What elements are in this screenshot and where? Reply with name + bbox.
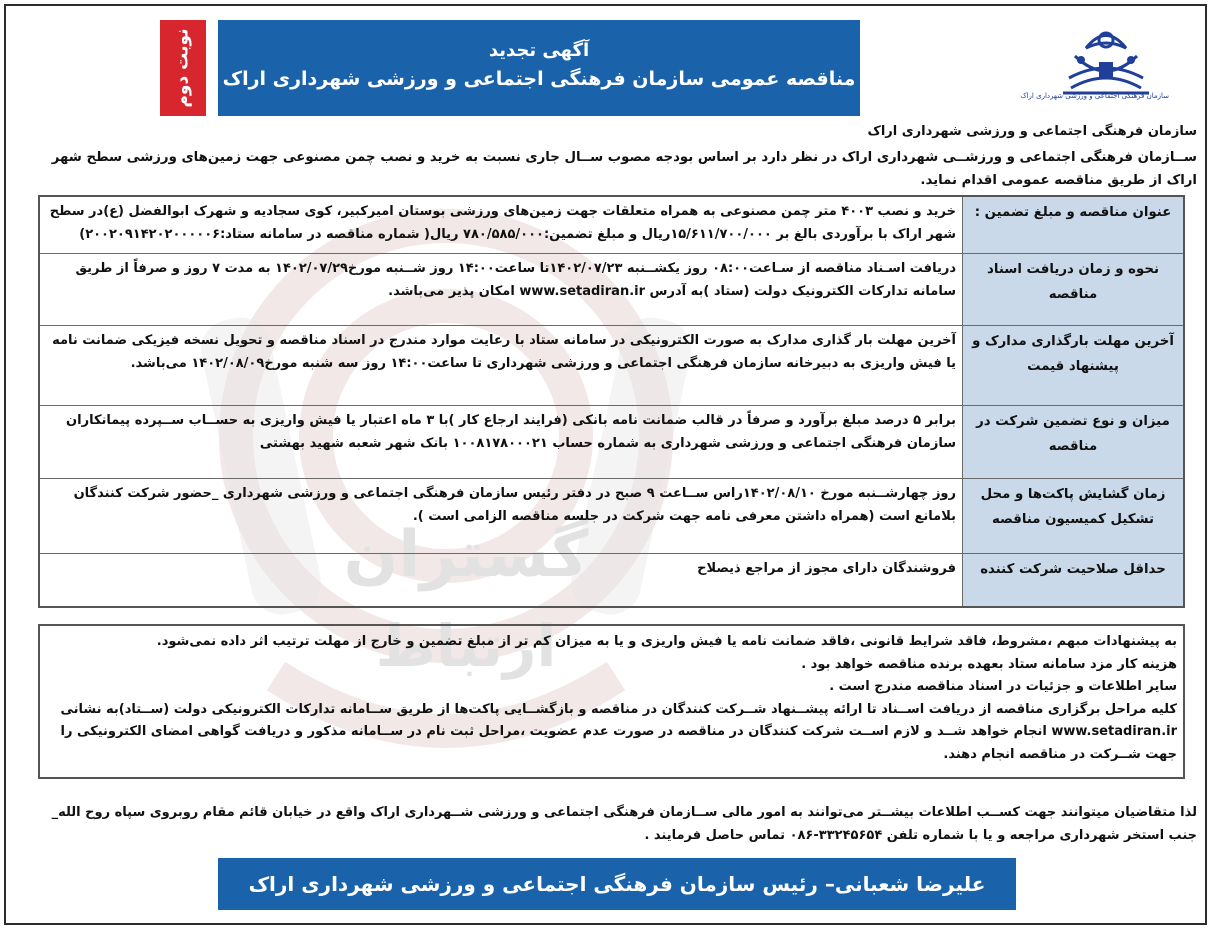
row-value: برابر ۵ درصد مبلغ برآورد و صرفاً در قالب ضمانت نامه بانکی (فرایند ارجاع کار )با ۳ ماه اعتبار یا فیش واریزی به حســاب ســپرده پیمانکاران سازمان فرهنگی اجتماعی و ورزشی شهرداری به شماره حساب ۱۰۰۸۱۷۸۰۰۰۲۱ بانک شهر شعبه شهید بهشتی bbox=[39, 405, 963, 478]
round-tag-label: نوبت دوم bbox=[173, 28, 193, 108]
row-label: حداقل صلاحیت شرکت کننده bbox=[963, 553, 1185, 607]
announcement-title: آگهی تجدید bbox=[488, 40, 590, 61]
row-value: دریافت اسـناد مناقصه از سـاعت۰۸:۰۰ روز یکشــنبه ۱۴۰۲/۰۷/۲۳تا ساعت۱۴:۰۰ روز شــنبه مورخ۱۴۰۲/۰۷/۲۹ به مدت ۷ روز و صرفاً از طریق سامانه تدارکات الکترونیک دولت (ستاد )به آدرس www.setadiran.ir امکان پذیر می‌باشد. bbox=[39, 253, 963, 325]
signature-banner: علیرضا شعبانی– رئیس سازمان فرهنگی اجتماعی و ورزشی شهرداری اراک bbox=[218, 858, 1016, 910]
organization-logo bbox=[1020, 18, 1171, 118]
row-label: آخرین مهلت بارگذاری مدارک و پیشنهاد قیمت bbox=[963, 325, 1185, 405]
intro-paragraph: ســازمان فرهنگی اجتماعی و ورزشــی شهرداری اراک در نظر دارد بر اساس بودجه مصوب ســال جاری نسبت به خرید و نصب چمن مصنوعی جهت زمین‌های ورزشی سطح شهر اراک از طریق مناقصه عمومی اقدام نماید. bbox=[51, 150, 1197, 188]
watermark-text-2: ارتباط bbox=[375, 612, 557, 680]
logo-caption: سازمان فرهنگی اجتماعی و ورزشی شهرداری اراک bbox=[1020, 92, 1169, 100]
round-tag bbox=[160, 20, 206, 116]
row-value: آخرین مهلت بار گذاری مدارک به صورت الکترونیکی در سامانه ستاد با رعایت موارد مندرج در اسناد مناقصه و تحویل نسخه فیزیکی ضمانت نامه یا فیش واریزی به دبیرخانه سازمان فرهنگی اجتماعی و ورزشی شهرداری تا ساعت۱۴:۰۰ روز سه شنبه مورخ۱۴۰۲/۰۸/۰۹ می‌باشد. bbox=[39, 325, 963, 405]
note-item: سایر اطلاعات و جزئیات در اسناد مناقصه مندرج است . bbox=[829, 679, 1177, 695]
header-banner bbox=[218, 20, 860, 116]
row-value: روز چهارشــنبه مورخ ۱۴۰۲/۰۸/۱۰راس ســاعت ۹ صبح در دفتر رئیس سازمان فرهنگی اجتماعی و ورزشی شهرداری _حضور شرکت کنندگان بلامانع است (همراه داشتن معرفی نامه جهت شرکت در جلسه مناقصه الزامی است ). bbox=[39, 478, 963, 553]
advertisement-page bbox=[4, 4, 1207, 925]
note-item: به پیشنهادات مبهم ،مشروط، فاقد شرایط قانونی ،فاقد ضمانت نامه یا فیش واریزی و یا به میزان کم تر از مبلغ تضمین و خارج از مهلت ترتیب اثر داده نمی‌شود. bbox=[156, 634, 1177, 649]
notes-box bbox=[38, 624, 1185, 779]
row-label: میزان و نوع تضمین شرکت در مناقصه bbox=[963, 405, 1185, 478]
row-label: زمان گشایش پاکت‌ها و محل تشکیل کمیسیون مناقصه bbox=[963, 478, 1185, 553]
table-row bbox=[39, 405, 1184, 478]
table-row bbox=[39, 253, 1184, 325]
note-item: هزینه کار مزد سامانه ستاد بعهده برنده مناقصه خواهد بود . bbox=[801, 656, 1177, 672]
organization-name: سازمان فرهنگی اجتماعی و ورزشی شهرداری اراک bbox=[867, 124, 1197, 139]
row-label: عنوان مناقصه و مبلغ تضمین : bbox=[963, 196, 1185, 253]
row-label: نحوه و زمان دریافت اسناد مناقصه bbox=[963, 253, 1185, 325]
row-value: فروشندگان دارای مجوز از مراجع ذیصلاح bbox=[39, 553, 963, 607]
table-row bbox=[39, 196, 1184, 253]
tender-title: مناقصه عمومی سازمان فرهنگی اجتماعی و ورزشی شهرداری اراک bbox=[222, 68, 856, 90]
note-item: کلیه مراحل برگزاری مناقصه از دریافت اســناد تا ارائه پیشــنهاد شــرکت کنندگان در مناقصه و بازگشــایی پاکت‌ها از طریق ســامانه تدارکات الکترونیکی دولت (ســتاد)به نشانی www.setadiran.ir انجام خواهد شــد و لازم اســت شرکت کنندگان در مناقصه در صورت عدم عضویت ،مراحل ثبت نام در ســامانه مذکور و دریافت گواهی امضای الکترونیکی را جهت شــرکت در مناقصه انجام دهند. bbox=[60, 701, 1177, 762]
watermark-text-1: گستران bbox=[343, 518, 589, 592]
table-row bbox=[39, 553, 1184, 607]
row-value: خرید و نصب ۴۰۰۳ متر چمن مصنوعی به همراه متعلقات جهت زمین‌های ورزشی بوستان امیرکبیر، کوی سجادیه و شهرک ابوالفضل (ع)در سطح شهر اراک با برآوردی بالغ بر ۱۵/۶۱۱/۷۰۰/۰۰۰ریال و مبلغ تضمین:۷۸۰/۵۸۵/۰۰۰ ریال( شماره مناقصه در سامانه ستاد:۲۰۰۲۰۹۱۴۲۰۲۰۰۰۰۰۶) bbox=[39, 196, 963, 253]
tender-details-table bbox=[38, 195, 1185, 608]
contact-paragraph: لذا متقاضیان میتوانند جهت کســب اطلاعات بیشــتر می‌توانند به امور مالی ســازمان فرهنگی اجتماعی و ورزشی شــهرداری اراک واقع در خیابان قائم مقام روبروی سپاه روح الله_ جنب استخر شهرداری مراجعه و یا با شماره تلفن ۳۳۲۴۵۶۵۴-۰۸۶ تماس حاصل فرمایند . bbox=[51, 805, 1197, 843]
table-row bbox=[39, 325, 1184, 405]
table-row bbox=[39, 478, 1184, 553]
